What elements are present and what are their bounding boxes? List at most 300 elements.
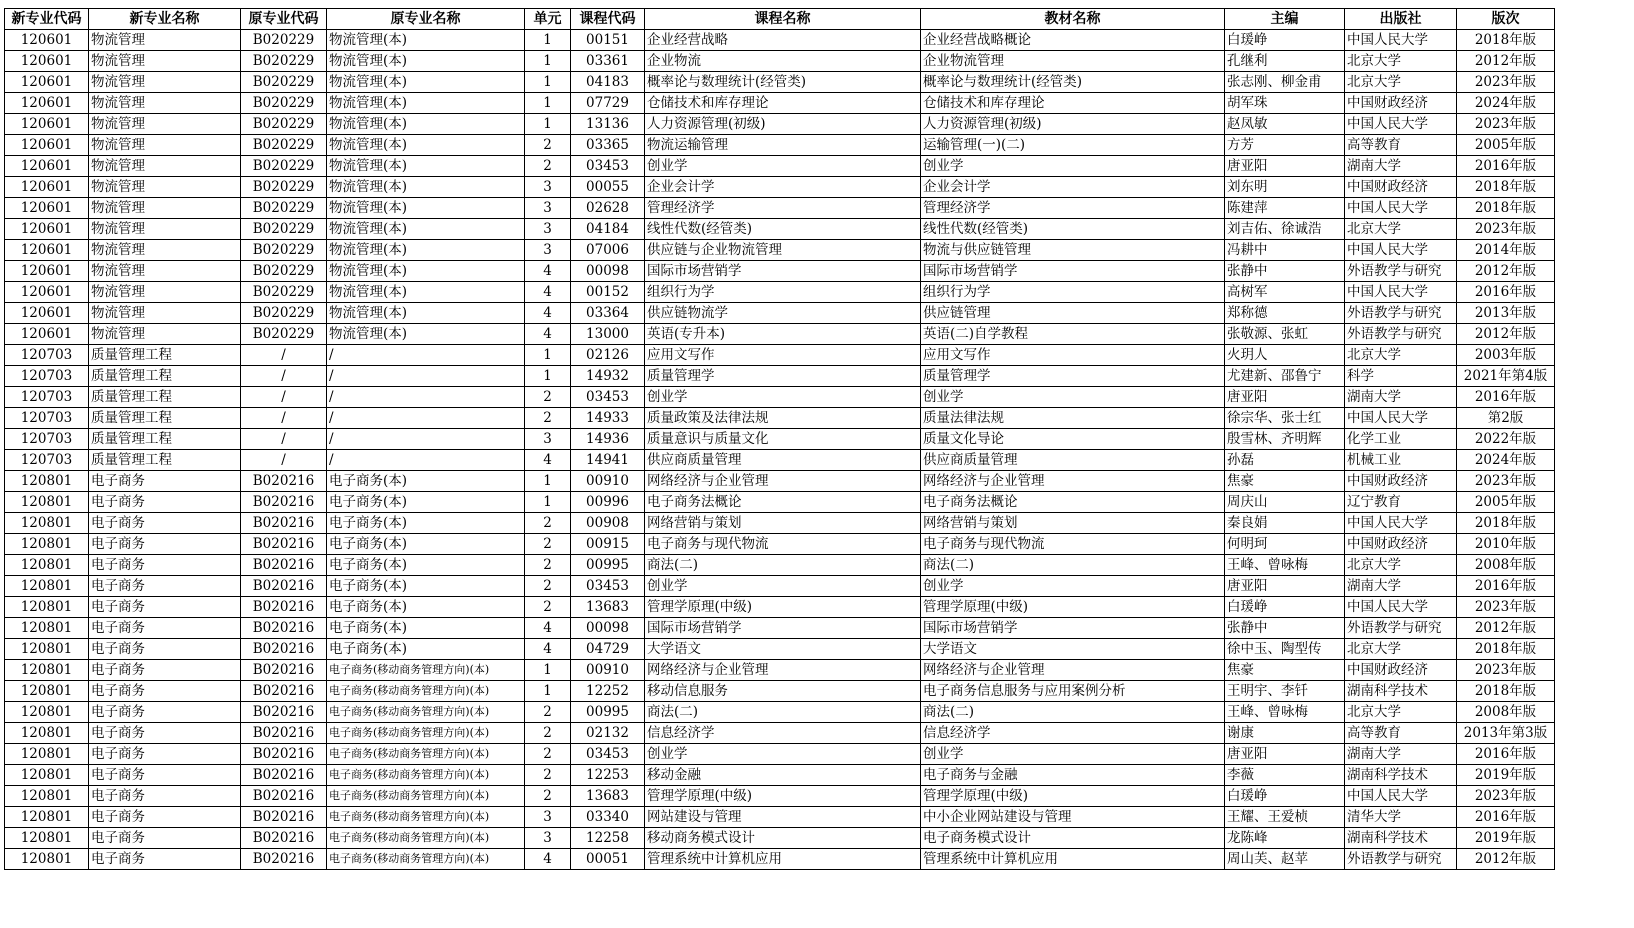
new-major-name-cell: 物流管理	[89, 324, 241, 345]
publisher-cell: 外语教学与研究	[1345, 261, 1457, 282]
edition-cell: 2012年版	[1457, 261, 1555, 282]
table-row	[5, 240, 1555, 261]
new-major-name-cell: 电子商务	[89, 849, 241, 870]
old-major-code-cell: B020229	[241, 303, 327, 324]
new-major-code-cell: 120801	[5, 744, 89, 765]
table-row	[5, 471, 1555, 492]
edition-cell: 2016年版	[1457, 744, 1555, 765]
publisher-cell: 中国财政经济	[1345, 93, 1457, 114]
table-row	[5, 639, 1555, 660]
edition-cell: 2023年版	[1457, 786, 1555, 807]
edition-cell: 2005年版	[1457, 492, 1555, 513]
header-row	[5, 9, 1555, 30]
table-row	[5, 114, 1555, 135]
old-major-code-cell: /	[241, 429, 327, 450]
publisher-cell: 清华大学	[1345, 807, 1457, 828]
course-name-cell: 管理经济学	[645, 198, 921, 219]
publisher-cell: 北京大学	[1345, 555, 1457, 576]
course-code-cell: 02628	[571, 198, 645, 219]
unit-cell: 3	[525, 198, 571, 219]
new-major-code-cell: 120801	[5, 828, 89, 849]
publisher-cell: 北京大学	[1345, 702, 1457, 723]
old-major-name-cell: 物流管理(本)	[327, 198, 525, 219]
course-code-cell: 00915	[571, 534, 645, 555]
course-code-cell: 03365	[571, 135, 645, 156]
old-major-name-cell: 电子商务(本)	[327, 471, 525, 492]
unit-cell: 1	[525, 30, 571, 51]
course-code-cell: 00098	[571, 261, 645, 282]
table-row	[5, 324, 1555, 345]
publisher-cell: 湖南大学	[1345, 576, 1457, 597]
course-code-cell: 12258	[571, 828, 645, 849]
unit-cell: 2	[525, 135, 571, 156]
new-major-name-cell: 电子商务	[89, 807, 241, 828]
old-major-code-cell: B020229	[241, 177, 327, 198]
old-major-code-cell: B020216	[241, 492, 327, 513]
course-code-cell: 00910	[571, 471, 645, 492]
new-major-name-cell: 电子商务	[89, 576, 241, 597]
edition-cell: 2010年版	[1457, 534, 1555, 555]
table-row	[5, 786, 1555, 807]
publisher-cell: 湖南科学技术	[1345, 765, 1457, 786]
new-major-code-cell: 120801	[5, 534, 89, 555]
new-major-name-cell: 电子商务	[89, 681, 241, 702]
old-major-code-cell: B020229	[241, 72, 327, 93]
course-name-cell: 创业学	[645, 156, 921, 177]
new-major-code-cell: 120801	[5, 471, 89, 492]
old-major-code-cell: B020216	[241, 744, 327, 765]
course-code-cell: 04184	[571, 219, 645, 240]
textbook-name-cell: 商法(二)	[921, 555, 1225, 576]
new-major-name-cell: 质量管理工程	[89, 366, 241, 387]
old-major-code-cell: B020229	[241, 261, 327, 282]
course-name-cell: 供应链物流学	[645, 303, 921, 324]
publisher-cell: 湖南科学技术	[1345, 828, 1457, 849]
unit-cell: 1	[525, 114, 571, 135]
textbook-name-cell: 中小企业网站建设与管理	[921, 807, 1225, 828]
edition-cell: 2012年版	[1457, 849, 1555, 870]
editor-cell: 王峰、曾咏梅	[1225, 702, 1345, 723]
old-major-code-cell: B020216	[241, 765, 327, 786]
course-name-cell: 质量政策及法律法规	[645, 408, 921, 429]
textbook-name-cell: 信息经济学	[921, 723, 1225, 744]
unit-cell: 4	[525, 849, 571, 870]
course-name-cell: 商法(二)	[645, 702, 921, 723]
old-major-name-cell: 电子商务(本)	[327, 555, 525, 576]
textbook-name-cell: 质量文化导论	[921, 429, 1225, 450]
edition-cell: 2013年版	[1457, 303, 1555, 324]
textbook-name-cell: 电子商务法概论	[921, 492, 1225, 513]
new-major-code-cell: 120601	[5, 72, 89, 93]
course-code-cell: 03364	[571, 303, 645, 324]
publisher-cell: 中国人民大学	[1345, 198, 1457, 219]
publisher-cell: 中国人民大学	[1345, 408, 1457, 429]
editor-cell: 刘吉佑、徐诚浩	[1225, 219, 1345, 240]
unit-cell: 2	[525, 534, 571, 555]
old-major-name-cell: 电子商务(本)	[327, 618, 525, 639]
publisher-cell: 高等教育	[1345, 135, 1457, 156]
spreadsheet	[4, 8, 1555, 870]
edition-cell: 2012年版	[1457, 618, 1555, 639]
new-major-name-cell: 电子商务	[89, 513, 241, 534]
old-major-code-cell: /	[241, 387, 327, 408]
unit-cell: 2	[525, 702, 571, 723]
course-code-cell: 04729	[571, 639, 645, 660]
new-major-name-cell: 物流管理	[89, 240, 241, 261]
edition-cell: 2023年版	[1457, 219, 1555, 240]
new-major-name-cell: 电子商务	[89, 744, 241, 765]
textbook-name-cell: 国际市场营销学	[921, 618, 1225, 639]
unit-cell: 1	[525, 471, 571, 492]
edition-cell: 2014年版	[1457, 240, 1555, 261]
table-row	[5, 450, 1555, 471]
publisher-cell: 中国人民大学	[1345, 240, 1457, 261]
textbook-name-cell: 电子商务信息服务与应用案例分析	[921, 681, 1225, 702]
table-row	[5, 618, 1555, 639]
new-major-code-cell: 120801	[5, 639, 89, 660]
new-major-name-cell: 物流管理	[89, 198, 241, 219]
new-major-code-cell: 120601	[5, 282, 89, 303]
new-major-name-cell: 物流管理	[89, 261, 241, 282]
editor-cell: 陈建萍	[1225, 198, 1345, 219]
new-major-name-cell: 电子商务	[89, 471, 241, 492]
course-name-cell: 管理学原理(中级)	[645, 597, 921, 618]
old-major-name-cell: 物流管理(本)	[327, 114, 525, 135]
new-major-code-cell: 120601	[5, 135, 89, 156]
course-name-cell: 电子商务法概论	[645, 492, 921, 513]
course-code-cell: 03361	[571, 51, 645, 72]
edition-cell: 2023年版	[1457, 660, 1555, 681]
old-major-name-cell: 物流管理(本)	[327, 219, 525, 240]
unit-cell: 2	[525, 576, 571, 597]
editor-cell: 秦良娟	[1225, 513, 1345, 534]
textbook-name-cell: 管理经济学	[921, 198, 1225, 219]
textbook-name-cell: 应用文写作	[921, 345, 1225, 366]
course-name-cell: 网络经济与企业管理	[645, 471, 921, 492]
unit-cell: 2	[525, 408, 571, 429]
textbook-name-cell: 供应链管理	[921, 303, 1225, 324]
new-major-name-cell: 质量管理工程	[89, 429, 241, 450]
new-major-code-cell: 120801	[5, 597, 89, 618]
edition-cell: 2021年第4版	[1457, 366, 1555, 387]
course-name-cell: 人力资源管理(初级)	[645, 114, 921, 135]
textbook-name-cell: 管理学原理(中级)	[921, 597, 1225, 618]
editor-cell: 徐中玉、陶型传	[1225, 639, 1345, 660]
edition-cell: 第2版	[1457, 408, 1555, 429]
unit-cell: 3	[525, 177, 571, 198]
header-cell: 主编	[1225, 9, 1345, 30]
old-major-name-cell: 物流管理(本)	[327, 240, 525, 261]
edition-cell: 2023年版	[1457, 597, 1555, 618]
unit-cell: 1	[525, 51, 571, 72]
table-row	[5, 534, 1555, 555]
publisher-cell: 中国人民大学	[1345, 513, 1457, 534]
new-major-code-cell: 120801	[5, 681, 89, 702]
edition-cell: 2024年版	[1457, 93, 1555, 114]
unit-cell: 4	[525, 282, 571, 303]
textbook-name-cell: 英语(二)自学教程	[921, 324, 1225, 345]
old-major-code-cell: B020216	[241, 702, 327, 723]
course-name-cell: 供应商质量管理	[645, 450, 921, 471]
unit-cell: 1	[525, 345, 571, 366]
table-row	[5, 30, 1555, 51]
publisher-cell: 中国人民大学	[1345, 114, 1457, 135]
new-major-name-cell: 电子商务	[89, 660, 241, 681]
editor-cell: 火玥人	[1225, 345, 1345, 366]
new-major-name-cell: 物流管理	[89, 135, 241, 156]
table-row	[5, 513, 1555, 534]
textbook-name-cell: 运输管理(一)(二)	[921, 135, 1225, 156]
new-major-code-cell: 120801	[5, 513, 89, 534]
course-name-cell: 国际市场营销学	[645, 261, 921, 282]
header-cell: 课程代码	[571, 9, 645, 30]
unit-cell: 2	[525, 786, 571, 807]
table-row	[5, 261, 1555, 282]
old-major-code-cell: B020216	[241, 576, 327, 597]
header-cell: 课程名称	[645, 9, 921, 30]
header-cell: 新专业代码	[5, 9, 89, 30]
textbook-name-cell: 创业学	[921, 156, 1225, 177]
old-major-name-cell: 电子商务(移动商务管理方向)(本)	[327, 744, 525, 765]
textbook-name-cell: 供应商质量管理	[921, 450, 1225, 471]
old-major-code-cell: B020229	[241, 51, 327, 72]
new-major-code-cell: 120703	[5, 345, 89, 366]
new-major-name-cell: 电子商务	[89, 639, 241, 660]
textbook-name-cell: 仓储技术和库存理论	[921, 93, 1225, 114]
unit-cell: 2	[525, 765, 571, 786]
unit-cell: 2	[525, 744, 571, 765]
old-major-name-cell: 物流管理(本)	[327, 51, 525, 72]
editor-cell: 王峰、曾咏梅	[1225, 555, 1345, 576]
publisher-cell: 外语教学与研究	[1345, 303, 1457, 324]
old-major-code-cell: /	[241, 366, 327, 387]
old-major-name-cell: /	[327, 387, 525, 408]
textbook-name-cell: 网络营销与策划	[921, 513, 1225, 534]
textbook-name-cell: 商法(二)	[921, 702, 1225, 723]
old-major-code-cell: B020229	[241, 135, 327, 156]
publisher-cell: 湖南大学	[1345, 744, 1457, 765]
course-name-cell: 线性代数(经管类)	[645, 219, 921, 240]
table-row	[5, 387, 1555, 408]
table-row	[5, 198, 1555, 219]
course-name-cell: 网络营销与策划	[645, 513, 921, 534]
new-major-code-cell: 120601	[5, 93, 89, 114]
course-name-cell: 信息经济学	[645, 723, 921, 744]
new-major-code-cell: 120601	[5, 177, 89, 198]
old-major-code-cell: B020229	[241, 282, 327, 303]
old-major-name-cell: 电子商务(移动商务管理方向)(本)	[327, 807, 525, 828]
course-code-cell: 14936	[571, 429, 645, 450]
table-row	[5, 282, 1555, 303]
old-major-name-cell: 电子商务(移动商务管理方向)(本)	[327, 765, 525, 786]
new-major-code-cell: 120801	[5, 660, 89, 681]
old-major-name-cell: 电子商务(移动商务管理方向)(本)	[327, 681, 525, 702]
edition-cell: 2018年版	[1457, 639, 1555, 660]
course-name-cell: 供应链与企业物流管理	[645, 240, 921, 261]
course-name-cell: 创业学	[645, 387, 921, 408]
publisher-cell: 中国人民大学	[1345, 597, 1457, 618]
edition-cell: 2019年版	[1457, 828, 1555, 849]
old-major-name-cell: /	[327, 345, 525, 366]
course-code-cell: 00910	[571, 660, 645, 681]
publisher-cell: 湖南科学技术	[1345, 681, 1457, 702]
course-name-cell: 企业物流	[645, 51, 921, 72]
edition-cell: 2023年版	[1457, 114, 1555, 135]
old-major-code-cell: B020229	[241, 324, 327, 345]
unit-cell: 3	[525, 219, 571, 240]
header-cell: 教材名称	[921, 9, 1225, 30]
new-major-name-cell: 电子商务	[89, 597, 241, 618]
editor-cell: 谢康	[1225, 723, 1345, 744]
course-name-cell: 英语(专升本)	[645, 324, 921, 345]
old-major-code-cell: B020216	[241, 660, 327, 681]
editor-cell: 张静中	[1225, 618, 1345, 639]
table-row	[5, 345, 1555, 366]
new-major-code-cell: 120703	[5, 387, 89, 408]
editor-cell: 龙陈峰	[1225, 828, 1345, 849]
new-major-code-cell: 120601	[5, 198, 89, 219]
edition-cell: 2023年版	[1457, 471, 1555, 492]
old-major-name-cell: 物流管理(本)	[327, 93, 525, 114]
course-name-cell: 质量管理学	[645, 366, 921, 387]
unit-cell: 4	[525, 261, 571, 282]
old-major-name-cell: 物流管理(本)	[327, 30, 525, 51]
old-major-name-cell: /	[327, 429, 525, 450]
old-major-name-cell: /	[327, 408, 525, 429]
new-major-code-cell: 120801	[5, 765, 89, 786]
edition-cell: 2023年版	[1457, 72, 1555, 93]
table-row	[5, 723, 1555, 744]
old-major-name-cell: 电子商务(本)	[327, 576, 525, 597]
table-row	[5, 135, 1555, 156]
editor-cell: 郑称德	[1225, 303, 1345, 324]
edition-cell: 2018年版	[1457, 198, 1555, 219]
old-major-name-cell: 电子商务(本)	[327, 534, 525, 555]
course-code-cell: 00996	[571, 492, 645, 513]
new-major-name-cell: 物流管理	[89, 177, 241, 198]
new-major-code-cell: 120601	[5, 261, 89, 282]
old-major-code-cell: B020216	[241, 513, 327, 534]
old-major-name-cell: 电子商务(本)	[327, 639, 525, 660]
header-cell: 出版社	[1345, 9, 1457, 30]
editor-cell: 冯耕中	[1225, 240, 1345, 261]
new-major-name-cell: 物流管理	[89, 303, 241, 324]
new-major-code-cell: 120601	[5, 303, 89, 324]
old-major-name-cell: 电子商务(移动商务管理方向)(本)	[327, 723, 525, 744]
editor-cell: 孔继利	[1225, 51, 1345, 72]
old-major-name-cell: 物流管理(本)	[327, 135, 525, 156]
textbook-name-cell: 电子商务与现代物流	[921, 534, 1225, 555]
course-name-cell: 概率论与数理统计(经管类)	[645, 72, 921, 93]
publisher-cell: 中国人民大学	[1345, 30, 1457, 51]
unit-cell: 1	[525, 681, 571, 702]
editor-cell: 高树军	[1225, 282, 1345, 303]
edition-cell: 2008年版	[1457, 555, 1555, 576]
course-code-cell: 03453	[571, 156, 645, 177]
old-major-code-cell: B020216	[241, 723, 327, 744]
edition-cell: 2022年版	[1457, 429, 1555, 450]
table-row	[5, 177, 1555, 198]
table-row	[5, 72, 1555, 93]
textbook-name-cell: 国际市场营销学	[921, 261, 1225, 282]
editor-cell: 唐亚阳	[1225, 156, 1345, 177]
table-row	[5, 51, 1555, 72]
table-row	[5, 807, 1555, 828]
old-major-code-cell: B020229	[241, 93, 327, 114]
textbook-name-cell: 电子商务模式设计	[921, 828, 1225, 849]
new-major-name-cell: 物流管理	[89, 114, 241, 135]
unit-cell: 1	[525, 366, 571, 387]
table-row	[5, 597, 1555, 618]
edition-cell: 2016年版	[1457, 282, 1555, 303]
textbook-name-cell: 管理学原理(中级)	[921, 786, 1225, 807]
course-name-cell: 移动商务模式设计	[645, 828, 921, 849]
editor-cell: 周庆山	[1225, 492, 1345, 513]
course-code-cell: 00055	[571, 177, 645, 198]
table-row	[5, 93, 1555, 114]
old-major-code-cell: B020216	[241, 849, 327, 870]
old-major-name-cell: 电子商务(移动商务管理方向)(本)	[327, 828, 525, 849]
unit-cell: 3	[525, 429, 571, 450]
new-major-code-cell: 120801	[5, 555, 89, 576]
edition-cell: 2016年版	[1457, 387, 1555, 408]
new-major-code-cell: 120801	[5, 849, 89, 870]
editor-cell: 何明珂	[1225, 534, 1345, 555]
old-major-name-cell: 电子商务(本)	[327, 513, 525, 534]
editor-cell: 李薇	[1225, 765, 1345, 786]
publisher-cell: 北京大学	[1345, 219, 1457, 240]
course-code-cell: 00908	[571, 513, 645, 534]
new-major-name-cell: 电子商务	[89, 555, 241, 576]
editor-cell: 尤建新、邵鲁宁	[1225, 366, 1345, 387]
new-major-code-cell: 120601	[5, 156, 89, 177]
old-major-code-cell: B020229	[241, 156, 327, 177]
new-major-name-cell: 物流管理	[89, 51, 241, 72]
course-name-cell: 物流运输管理	[645, 135, 921, 156]
textbook-name-cell: 创业学	[921, 576, 1225, 597]
publisher-cell: 化学工业	[1345, 429, 1457, 450]
edition-cell: 2018年版	[1457, 30, 1555, 51]
old-major-name-cell: 物流管理(本)	[327, 72, 525, 93]
editor-cell: 周山芙、赵苹	[1225, 849, 1345, 870]
publisher-cell: 辽宁教育	[1345, 492, 1457, 513]
new-major-code-cell: 120801	[5, 576, 89, 597]
new-major-name-cell: 质量管理工程	[89, 450, 241, 471]
course-code-cell: 03453	[571, 744, 645, 765]
editor-cell: 张志刚、柳金甫	[1225, 72, 1345, 93]
new-major-code-cell: 120801	[5, 807, 89, 828]
editor-cell: 孙磊	[1225, 450, 1345, 471]
textbook-name-cell: 大学语文	[921, 639, 1225, 660]
unit-cell: 1	[525, 72, 571, 93]
course-code-cell: 02132	[571, 723, 645, 744]
course-code-cell: 03340	[571, 807, 645, 828]
editor-cell: 焦豪	[1225, 471, 1345, 492]
course-code-cell: 13683	[571, 597, 645, 618]
unit-cell: 4	[525, 303, 571, 324]
edition-cell: 2003年版	[1457, 345, 1555, 366]
textbook-name-cell: 企业物流管理	[921, 51, 1225, 72]
old-major-code-cell: /	[241, 450, 327, 471]
new-major-code-cell: 120703	[5, 429, 89, 450]
publisher-cell: 外语教学与研究	[1345, 849, 1457, 870]
edition-cell: 2018年版	[1457, 513, 1555, 534]
unit-cell: 4	[525, 324, 571, 345]
table-row	[5, 408, 1555, 429]
table-row	[5, 660, 1555, 681]
new-major-code-cell: 120703	[5, 450, 89, 471]
unit-cell: 4	[525, 618, 571, 639]
